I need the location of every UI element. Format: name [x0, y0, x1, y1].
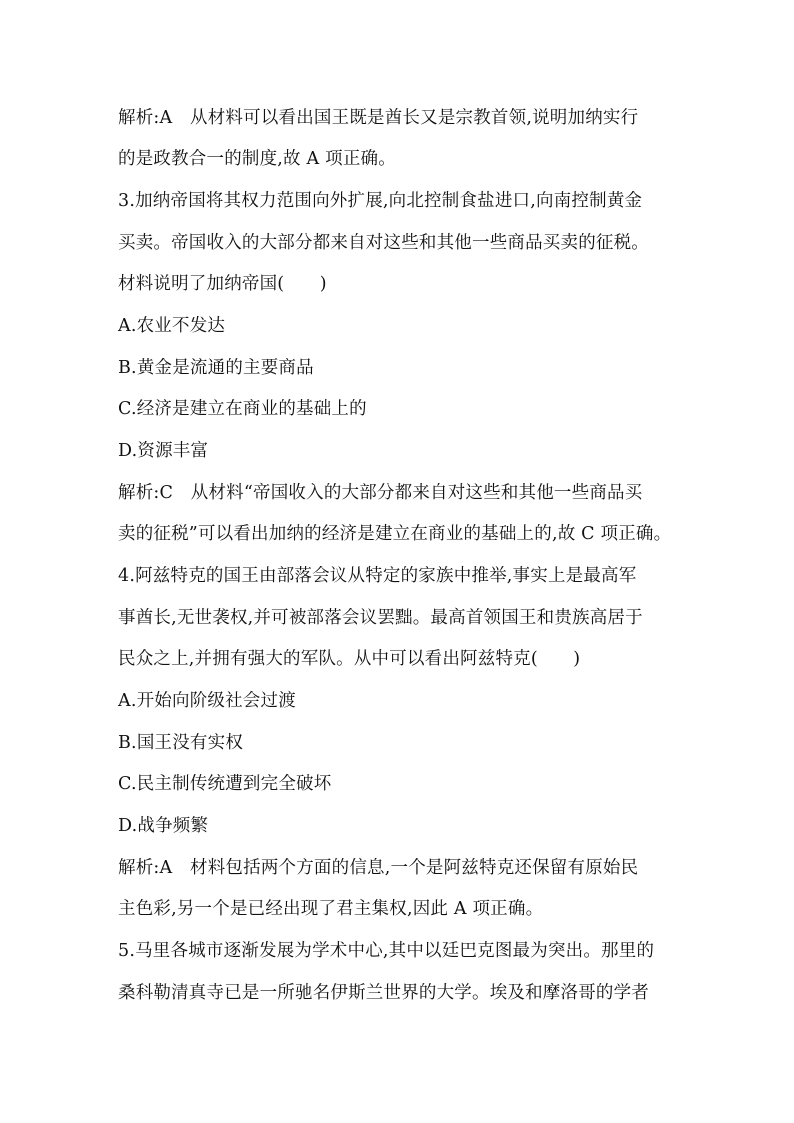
answer-analysis-3-line-2: 卖的征税”可以看出加纳的经济是建立在商业的基础上的,故 C 项正确。 [118, 524, 672, 544]
question-4-line-2: 事酋长,无世袭权,并可被部落会议罢黜。最高首领国王和贵族高居于 [118, 608, 643, 628]
question-5-line-2: 桑科勒清真寺已是一所驰名伊斯兰世界的大学。埃及和摩洛哥的学者 [118, 983, 649, 1003]
question-4-option-b: B.国王没有实权 [118, 733, 244, 753]
question-4-option-d: D.战争频繁 [118, 816, 209, 836]
question-3-option-c: C.经济是建立在商业的基础上的 [118, 399, 367, 419]
question-3-option-d: D.资源丰富 [118, 441, 209, 461]
question-3-option-a: A.农业不发达 [118, 316, 226, 336]
question-4-option-c: C.民主制传统遭到完全破坏 [118, 774, 332, 794]
answer-analysis-4-line-1: 解析:A 材料包括两个方面的信息,一个是阿兹特克还保留有原始民 [118, 858, 639, 878]
question-4-option-a: A.开始向阶级社会过渡 [118, 691, 296, 711]
answer-analysis-2-line-1: 解析:A 从材料可以看出国王既是酋长又是宗教首领,说明加纳实行 [118, 108, 639, 128]
question-3-line-1: 3.加纳帝国将其权力范围向外扩展,向北控制食盐进口,向南控制黄金 [118, 191, 643, 211]
question-3-line-3: 材料说明了加纳帝国( ) [118, 274, 327, 294]
question-4-line-1: 4.阿兹特克的国王由部落会议从特定的家族中推举,事实上是最高军 [118, 566, 637, 586]
question-3-line-2: 买卖。帝国收入的大部分都来自对这些和其他一些商品买卖的征税。 [118, 233, 649, 253]
question-3-option-b: B.黄金是流通的主要商品 [118, 358, 314, 378]
answer-analysis-4-line-2: 主色彩,另一个是已经出现了君主集权,因此 A 项正确。 [118, 899, 544, 919]
question-5-line-1: 5.马里各城市逐渐发展为学术中心,其中以廷巴克图最为突出。那里的 [118, 941, 655, 961]
question-4-line-3: 民众之上,并拥有强大的军队。从中可以看出阿兹特克( ) [118, 649, 581, 669]
answer-analysis-2-line-2: 的是政教合一的制度,故 A 项正确。 [118, 149, 396, 169]
answer-analysis-3-line-1: 解析:C 从材料“帝国收入的大部分都来自对这些和其他一些商品买 [118, 483, 643, 503]
